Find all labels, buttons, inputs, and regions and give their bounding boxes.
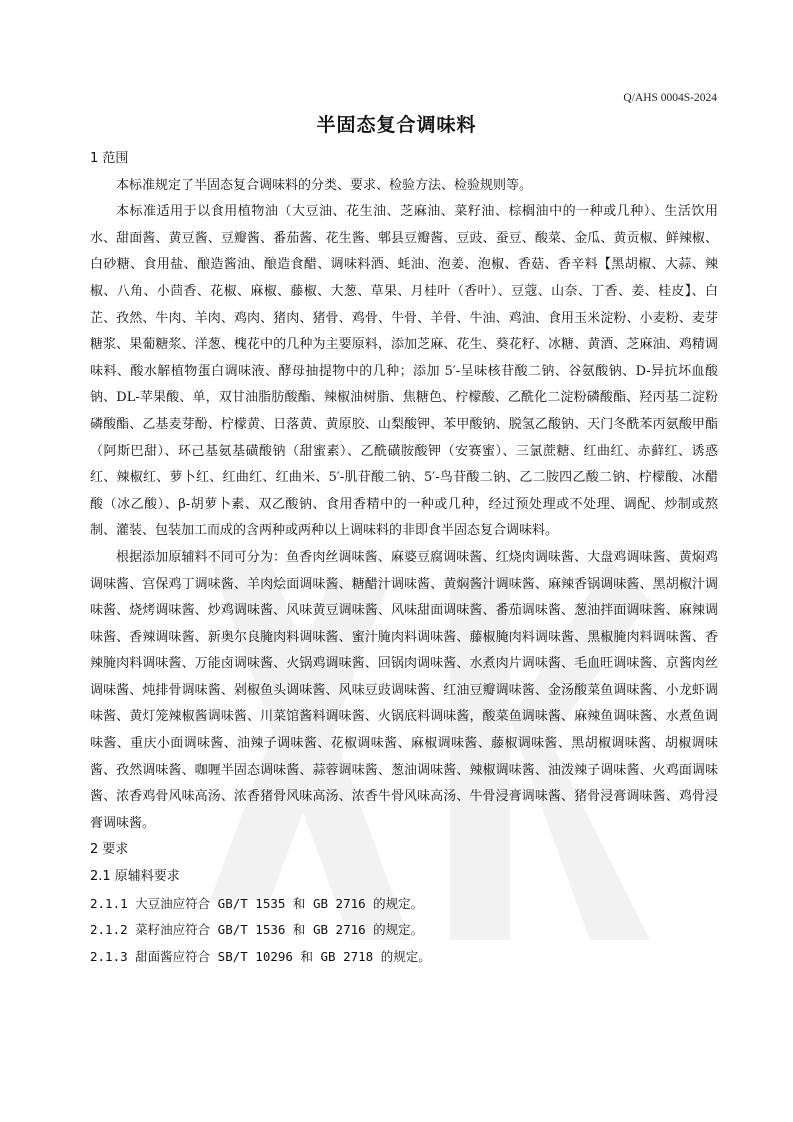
scope-paragraph-1: 本标准规定了半固态复合调味料的分类、要求、检验方法、检验规则等。 (116, 177, 533, 193)
standard-code: Q/AHS 0004S-2024 (623, 92, 717, 104)
scope-paragraph-3: 根据添加原辅料不同可分为：鱼香肉丝调味酱、麻婆豆腐调味酱、红烧肉调味酱、大盘鸡调味酱、黄焖鸡调味酱、宫保鸡丁调味酱、羊肉烩面调味酱、糖醋汁调味酱、黄焖酱汁调味酱、麻辣香锅调味酱、黑胡椒汁调味酱、烧烤调味酱、炒鸡调味酱、风味黄豆调味酱、风味甜面调味酱、番茄调味酱、葱油拌面调味酱、麻辣调味酱、香辣调味酱、新奥尔良腌肉料调味酱、蜜汁腌肉料调味酱、藤椒腌肉料调味酱、黑椒腌肉料调味酱、香辣腌肉料调味酱、万能卤调味酱、火锅鸡调味酱、回锅肉调味酱、水煮肉片调味酱、毛血旺调味酱、京酱肉丝调味酱、炖排骨调味酱、剁椒鱼头调味酱、风味豆豉调味酱、红油豆瓣调味酱、金汤酸菜鱼调味酱、小龙虾调味酱、黄灯笼辣椒酱调味酱、川菜馆酱料调味酱、火锅底料调味酱，酸菜鱼调味酱、麻辣鱼调味酱、水煮鱼调味酱、重庆小面调味酱、油辣子调味酱、花椒调味酱、麻椒调味酱、藤椒调味酱、黑胡椒调味酱、胡椒调味酱、孜然调味酱、咖喱半固态调味酱、蒜蓉调味酱、葱油调味酱、辣椒调味酱、油泼辣子调味酱、火鸡面调味酱、浓香鸡骨风味高汤、浓香猪骨风味高汤、浓香牛骨风味高汤、牛骨浸膏调味酱、猪骨浸膏调味酱、鸡骨浸膏调味酱。 (90, 549, 718, 831)
document-body (90, 146, 718, 970)
scope-paragraph-2: 本标准适用于以食用植物油（大豆油、花生油、芝麻油、菜籽油、棕榈油中的一种或几种）、生活饮用水、甜面酱、黄豆酱、豆瓣酱、番茄酱、花生酱、郫县豆瓣酱、豆豉、蚕豆、酸菜、金瓜、黄贡椒、鲜辣椒、白砂糖、食用盐、酿造酱油、酿造食醋、调味料酒、蚝油、泡姜、泡椒、香菇、香辛料【黑胡椒、大蒜、辣椒、八角、小茴香、花椒、麻椒、藤椒、大葱、草果、月桂叶（香叶）、豆蔻、山奈、丁香、姜、桂皮】、白芷、孜然、牛肉、羊肉、鸡肉、猪肉、猪骨、鸡骨、牛骨、羊骨、牛油、鸡油、食用玉米淀粉、小麦粉、麦芽糖浆、果葡糖浆、洋葱、槐花中的几种为主要原料，添加芝麻、花生、葵花籽、冰糖、黄酒、芝麻油、鸡精调味料、酸水解植物蛋白调味液、酵母抽提物中的几种；添加 5′-呈味核苷酸二钠、谷氨酸钠、D-异抗坏血酸钠、DL-苹果酸、单，双甘油脂肪酸酯、辣椒油树脂、焦糖色、柠檬酸、乙酰化二淀粉磷酸酯、羟丙基二淀粉磷酸酯、乙基麦芽酚、柠檬黄、日落黄、黄原胶、山梨酸钾、苯甲酸钠、脱氢乙酸钠、天门冬酰苯丙氨酸甲酯（阿斯巴甜）、环己基氨基磺酸钠（甜蜜素）、乙酰磺胺酸钾（安赛蜜）、三氯蔗糖、红曲红、赤藓红、诱惑红、辣椒红、萝卜红、红曲红、红曲米、5′-肌苷酸二钠、5′-鸟苷酸二钠、乙二胺四乙酸二钠、柠檬酸、冰醋酸（冰乙酸）、β-胡萝卜素、双乙酸钠、食用香精中的一种或几种，经过预处理或不处理、调配、炒制或熬制、灌装、包装加工而成的含两种或两种以上调味料的非即食半固态复合调味料。 (90, 204, 718, 539)
clause-2-1-1: 2.1.1 大豆油应符合 GB/T 1535 和 GB 2716 的规定。 (90, 895, 424, 911)
subsection-heading-raw-materials: 2.1 原辅料要求 (90, 869, 180, 885)
clause-2-1-3: 2.1.3 甜面酱应符合 SB/T 10296 和 GB 2718 的规定。 (90, 948, 431, 964)
document-title: 半固态复合调味料 (316, 114, 477, 136)
section-heading-requirements: 2 要求 (90, 842, 129, 858)
clause-2-1-2: 2.1.2 菜籽油应符合 GB/T 1536 和 GB 2716 的规定。 (90, 922, 424, 938)
section-heading-scope: 1 范围 (90, 151, 129, 166)
